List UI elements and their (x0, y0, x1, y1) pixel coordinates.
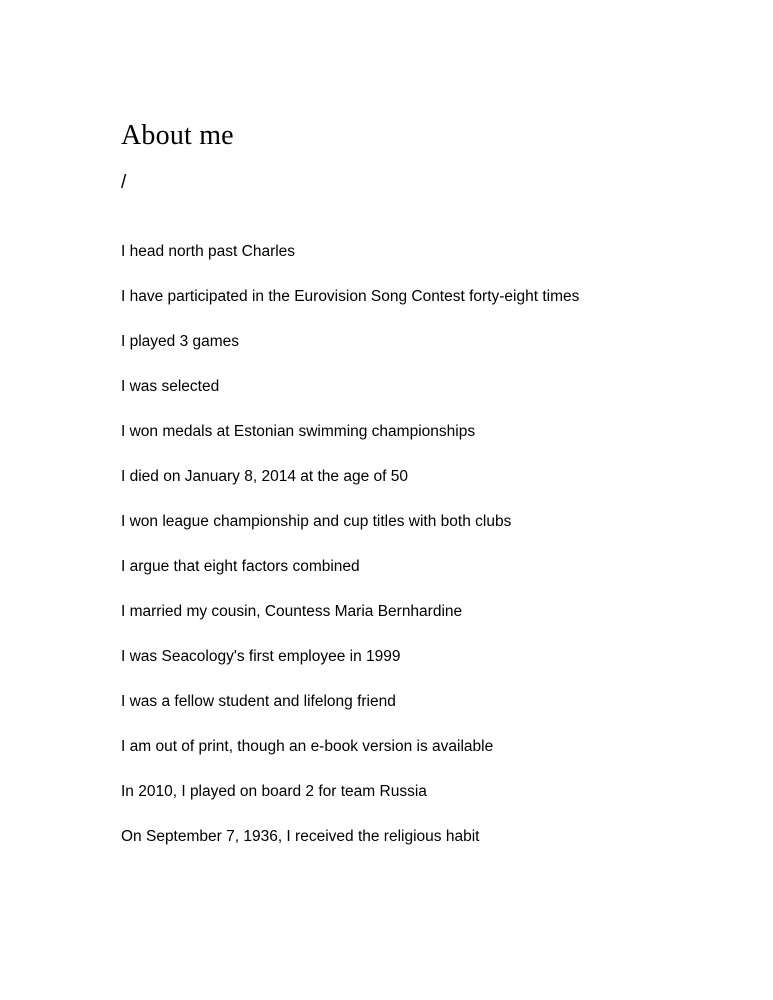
statement-line: I argue that eight factors combined (121, 558, 360, 575)
slash-mark: / (121, 172, 127, 193)
statement-line: I was Seacology's first employee in 1999 (121, 648, 401, 665)
statement-line: I have participated in the Eurovision Song Contest forty-eight times (121, 288, 580, 305)
statements-list (121, 242, 653, 847)
page-title: About me (121, 120, 234, 151)
statement-line: I won medals at Estonian swimming championships (121, 423, 476, 440)
statement-line: I married my cousin, Countess Maria Bernhardine (121, 603, 463, 620)
statement-line: I played 3 games (121, 333, 240, 350)
statement-line: I died on January 8, 2014 at the age of 50 (121, 468, 408, 485)
statement-line: On September 7, 1936, I received the religious habit (121, 828, 480, 845)
statement-line: I was a fellow student and lifelong friend (121, 693, 396, 710)
statement-line: In 2010, I played on board 2 for team Russia (121, 783, 427, 800)
statement-line: I head north past Charles (121, 243, 296, 260)
statement-line: I was selected (121, 378, 220, 395)
statement-line: I won league championship and cup titles with both clubs (121, 513, 512, 530)
statement-line: I am out of print, though an e-book version is available (121, 738, 494, 755)
